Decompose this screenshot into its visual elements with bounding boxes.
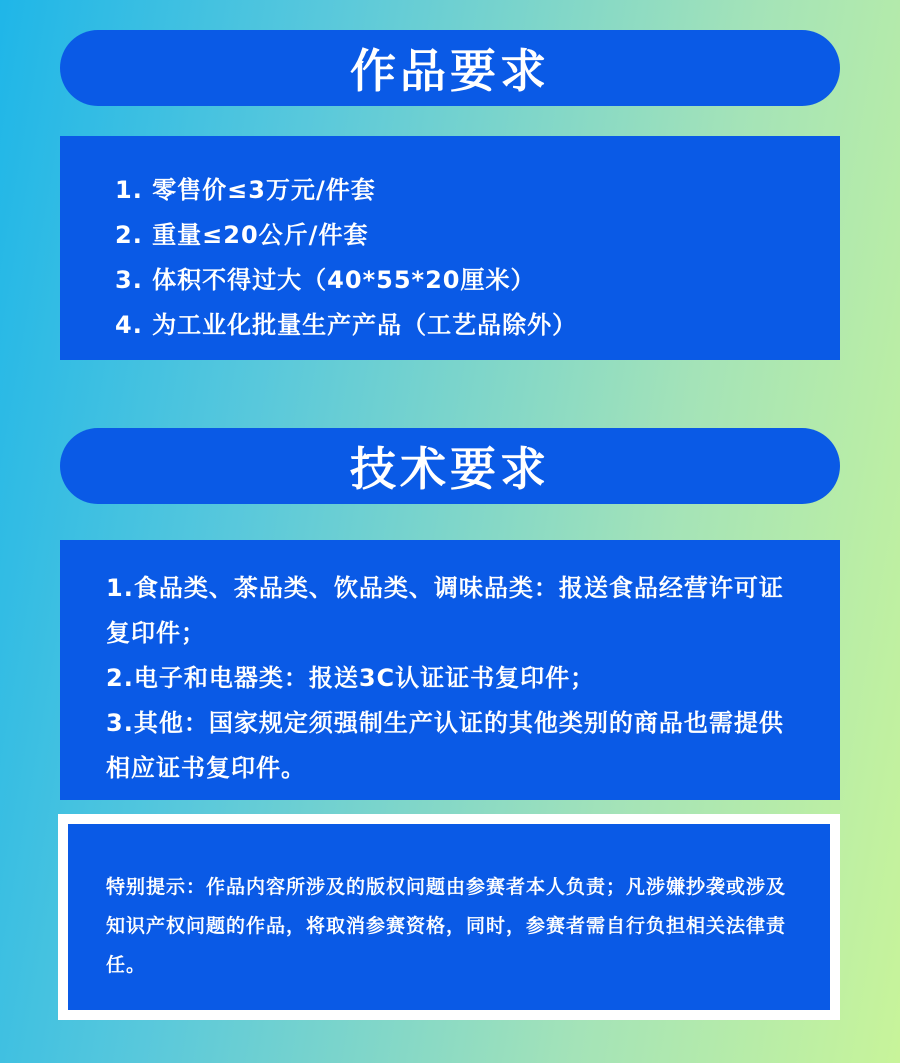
section-title: 作品要求: [350, 44, 550, 98]
section-title: 技术要求: [350, 442, 550, 496]
technical-requirements-panel: [60, 540, 840, 800]
section-header-work-requirements: [60, 30, 840, 106]
notice-box: [58, 814, 840, 1020]
requirement-item: 3. 体积不得过大（40*55*20厘米）: [115, 266, 536, 294]
requirement-item: 3.其他：国家规定须强制生产认证的其他类别的商品也需提供相应证书复印件。: [106, 709, 784, 782]
requirement-item: 2.电子和电器类：报送3C认证证书复印件；: [106, 664, 596, 692]
notice-panel: [68, 824, 830, 1010]
requirement-item: 2. 重量≤20公斤/件套: [115, 221, 369, 249]
requirement-item: 4. 为工业化批量生产产品（工艺品除外）: [115, 311, 578, 339]
notice-text: 特别提示：作品内容所涉及的版权问题由参赛者本人负责；凡涉嫌抄袭或涉及知识产权问题的作品，将取消参赛资格，同时，参赛者需自行负担相关法律责任。: [106, 876, 787, 976]
requirement-item: 1. 零售价≤3万元/件套: [115, 176, 376, 204]
section-header-technical-requirements: [60, 428, 840, 504]
work-requirements-panel: [60, 136, 840, 360]
requirement-item: 1.食品类、茶品类、饮品类、调味品类：报送食品经营许可证复印件；: [106, 574, 784, 647]
